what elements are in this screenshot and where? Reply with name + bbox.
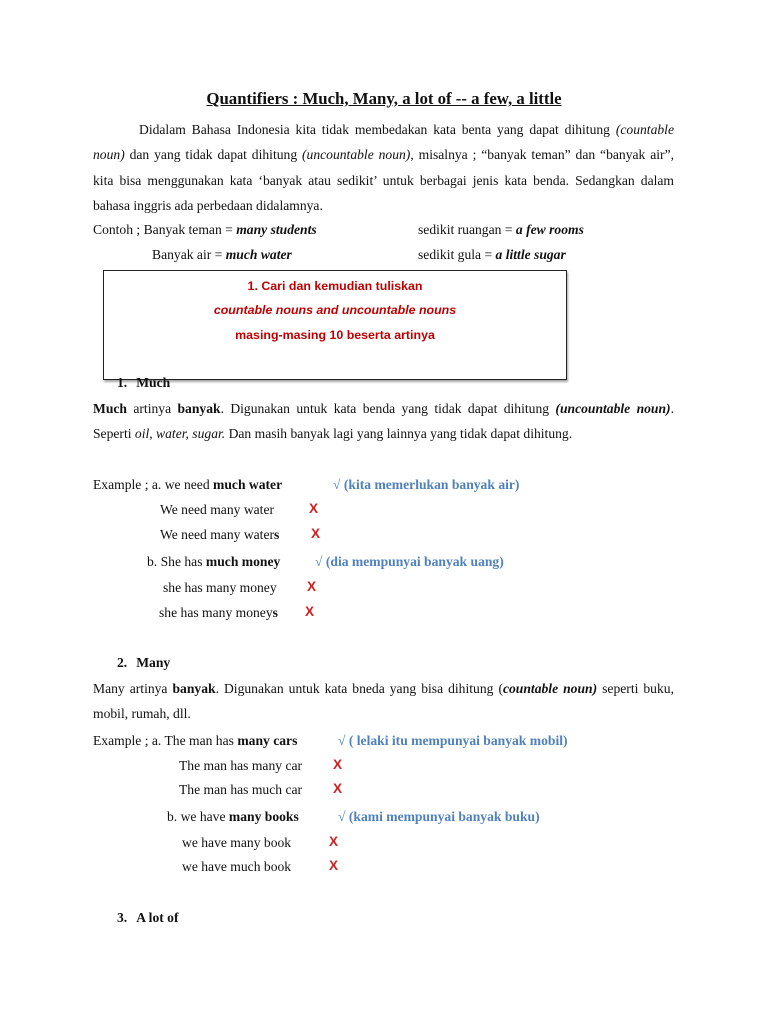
example-suffix: s — [274, 527, 280, 542]
intro-text-1: Didalam Bahasa Indonesia kita tidak membedakan kata benta yang dapat dihitung — [139, 122, 616, 137]
contoh-value: much water — [225, 247, 292, 262]
intro-text-2: dan yang tidak dapat dihitung — [124, 147, 303, 163]
much-example-b-check: √ (dia mempunyai banyak uang) — [315, 554, 504, 569]
contoh-value: a few rooms — [515, 222, 584, 237]
much-uncountable: (uncountable noun) — [555, 401, 671, 416]
much-wrong-1: We need many water — [160, 502, 275, 517]
many-wrong-4: we have much book — [182, 859, 292, 874]
intro-countable-noun: (countable noun) — [93, 122, 674, 163]
cross-mark-icon: X — [329, 834, 339, 849]
much-text: Dan masih banyak lagi yang lainnya yang tidak dapat dihitung. — [225, 426, 573, 442]
example-text: b. we have — [167, 809, 229, 824]
cross-mark-icon: X — [333, 757, 343, 772]
contoh-row-2b — [418, 246, 566, 264]
much-text: artinya — [126, 401, 178, 416]
example-suffix: s — [272, 605, 278, 620]
section-number: 2. — [117, 655, 128, 670]
task-box-line-3: masing-masing 10 beserta artinya — [235, 328, 435, 342]
intro-text-3: , misalnya ; “banyak teman” dan “banyak air”, kita bisa menggunakan kata ‘banyak atau sedikit’ untuk berbagai jenis kata benda. Sedangkan dalam bahasa inggris ada perbedaan didalamnya. — [93, 147, 674, 213]
contoh-label: sedikit ruangan = — [418, 222, 516, 237]
many-example-a — [93, 732, 297, 750]
much-example-a-check: √ (kita memerlukan banyak air) — [333, 477, 520, 492]
contoh-label: Contoh ; Banyak teman = — [93, 222, 237, 237]
section-heading-many — [117, 654, 170, 672]
example-text: she has many money — [159, 605, 273, 620]
much-text: . Seperti — [93, 401, 674, 442]
many-example-a-check: √ ( lelaki itu mempunyai banyak mobil) — [338, 733, 568, 748]
many-text: . Digunakan untuk kata bneda yang bisa dihitung ( — [215, 681, 503, 696]
task-box-line-1: 1. Cari dan kemudian tuliskan — [247, 279, 423, 293]
task-box-line-2: countable nouns and uncountable nouns — [213, 303, 457, 317]
page-title: Quantifiers : Much, Many, a lot of -- a few, a little — [206, 89, 562, 108]
example-phrase: much money — [205, 554, 281, 569]
contoh-value: a little sugar — [495, 247, 566, 262]
example-text: We need many water — [160, 527, 275, 542]
many-wrong-1: The man has many car — [179, 758, 303, 773]
section-number: 3. — [117, 910, 128, 925]
contoh-row-2 — [152, 246, 292, 264]
example-phrase: much water — [213, 477, 283, 492]
much-examples: oil, water, sugar. — [134, 426, 226, 442]
cross-mark-icon: X — [311, 526, 321, 541]
much-text: . Digunakan untuk kata benda yang tidak dapat dihitung — [220, 401, 556, 416]
cross-mark-icon: X — [333, 781, 343, 796]
example-phrase: many books — [228, 809, 299, 824]
much-description — [93, 396, 674, 447]
many-text: seperti buku, mobil, rumah, dll. — [93, 681, 674, 722]
cross-mark-icon: X — [307, 579, 317, 594]
many-description — [93, 676, 674, 727]
contoh-value: many students — [236, 222, 317, 237]
contoh-row-1 — [93, 221, 317, 239]
contoh-label: Banyak air = — [152, 247, 226, 262]
intro-paragraph — [93, 117, 674, 218]
example-text: Example ; a. we need — [93, 477, 214, 492]
cross-mark-icon: X — [329, 858, 339, 873]
many-example-b-check: √ (kami mempunyai banyak buku) — [338, 809, 540, 824]
many-example-b — [167, 808, 299, 826]
section-heading-a-lot-of — [117, 909, 179, 927]
example-phrase: many cars — [237, 733, 298, 748]
many-wrong-2: The man has much car — [179, 782, 303, 797]
section-title: Many — [136, 655, 171, 670]
section-number: 1. — [117, 375, 128, 390]
much-wrong-4 — [159, 604, 278, 622]
cross-mark-icon: X — [309, 501, 319, 516]
example-text: b. She has — [147, 554, 206, 569]
much-term: Much — [93, 401, 127, 416]
section-title: A lot of — [136, 910, 179, 925]
cross-mark-icon: X — [305, 604, 315, 619]
intro-uncountable-noun: (uncountable noun) — [302, 147, 411, 163]
much-wrong-2 — [160, 526, 279, 544]
many-meaning: banyak — [172, 681, 216, 696]
much-wrong-3: she has many money — [163, 580, 277, 595]
much-meaning: banyak — [177, 401, 221, 416]
section-title: Much — [136, 375, 171, 390]
task-box — [103, 270, 567, 380]
example-text: Example ; a. The man has — [93, 733, 238, 748]
section-heading-much — [117, 374, 170, 392]
many-wrong-3: we have many book — [182, 835, 292, 850]
many-text: Many artinya — [93, 681, 173, 696]
contoh-row-1b — [418, 221, 584, 239]
contoh-label: sedikit gula = — [418, 247, 496, 262]
many-countable: countable noun) — [502, 681, 598, 696]
much-example-a — [93, 476, 282, 494]
much-example-b — [147, 553, 280, 571]
